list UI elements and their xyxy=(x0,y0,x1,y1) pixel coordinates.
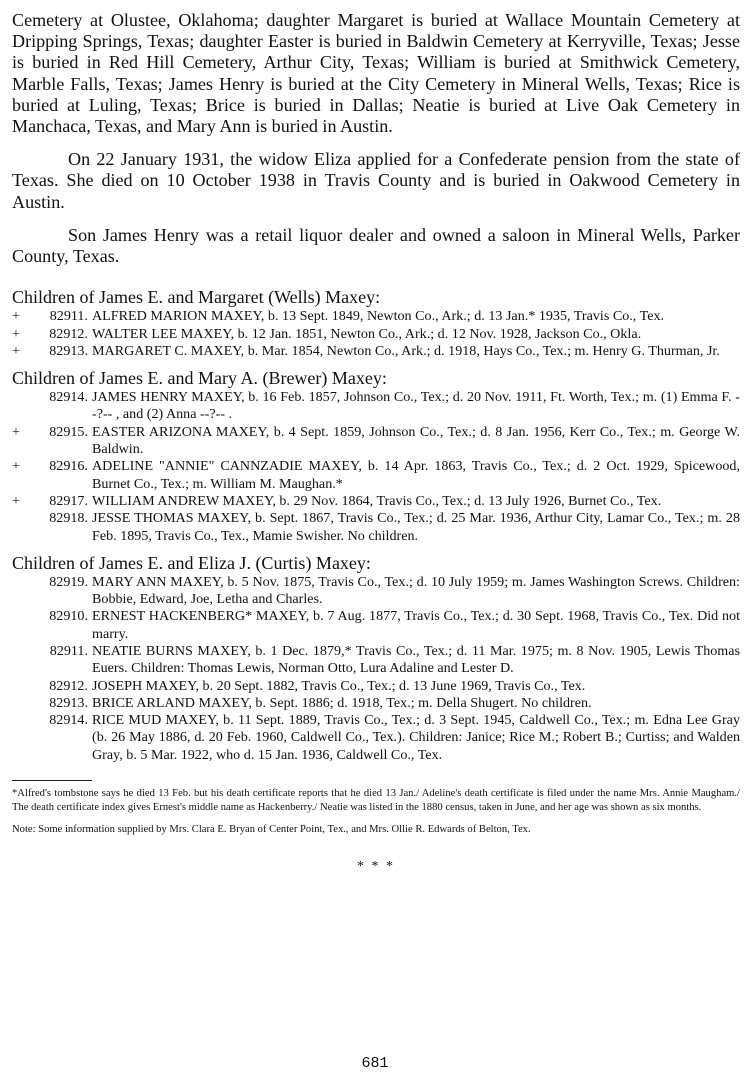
list-item xyxy=(12,574,740,609)
entry-text: ALFRED MARION MAXEY, b. 13 Sept. 1849, Newton Co., Ark.; d. 13 Jan.* 1935, Travis Co., Tex. xyxy=(92,308,665,325)
entry-number: 82914. xyxy=(49,712,88,729)
footnote-divider xyxy=(12,780,92,781)
list-item xyxy=(12,424,740,459)
list-item xyxy=(12,678,740,695)
plus-marker: + xyxy=(12,458,20,475)
plus-marker xyxy=(12,695,24,712)
list-item xyxy=(12,326,740,343)
page-body xyxy=(12,10,740,875)
list-item xyxy=(12,343,740,360)
group-heading: Children of James E. and Mary A. (Brewer) Maxey: xyxy=(12,368,387,389)
entry-number: 82917. xyxy=(49,492,88,509)
list-item xyxy=(12,308,740,325)
list-item xyxy=(12,510,740,545)
group-heading: Children of James E. and Eliza J. (Curtis) Maxey: xyxy=(12,552,371,573)
page-number: 681 xyxy=(361,1055,389,1072)
plus-marker xyxy=(12,643,24,678)
entry-text: BRICE ARLAND MAXEY, b. Sept. 1886; d. 1918, Tex.; m. Della Shugert. No children. xyxy=(92,694,592,711)
list-item xyxy=(12,493,740,510)
paragraph-pension: On 22 January 1931, the widow Eliza applied for a Confederate pension from the state of Texas. She died on 10 October 1938 in Travis County and is buried in Oakwood Cemetery in Austin. xyxy=(12,149,740,212)
footnote: *Alfred's tombstone says he died 13 Feb. but his death certificate reports that he died 13 Jan./ Adeline's death certificate is filed under the name Mrs. Annie Maugham./ The death certificate index gives Ernest's middle name as Hackenberry./ Neatie was listed in the 1880 census, taken in June, and her age was shown as six months. xyxy=(12,788,740,814)
entry-number: 82913. xyxy=(49,694,88,711)
entry-number: 82915. xyxy=(49,423,88,440)
entry-number: 82911. xyxy=(49,308,88,325)
entry-text: MARGARET C. MAXEY, b. Mar. 1854, Newton Co., Ark.; d. 1918, Hays Co., Tex.; m. Henry G. Thurman, Jr. xyxy=(92,342,720,359)
entry-number: 82913. xyxy=(49,342,88,359)
entry-number: 82919. xyxy=(49,573,88,590)
plus-marker xyxy=(12,574,24,609)
plus-marker xyxy=(12,678,24,695)
plus-marker: + xyxy=(12,342,20,359)
group-heading: Children of James E. and Margaret (Wells) Maxey: xyxy=(12,287,381,308)
entry-text: JAMES HENRY MAXEY, b. 16 Feb. 1857, Johnson Co., Tex.; d. 20 Nov. 1911, Ft. Worth, Tex.; m. (1) Emma F. --?-- , and (2) Anna --?-- . xyxy=(92,389,740,423)
entry-text: RICE MUD MAXEY, b. 11 Sept. 1889, Travis Co., Tex.; d. 3 Sept. 1945, Caldwell Co., Tex.; m. Edna Lee Gray (b. 26 May 1886, d. 20 Feb. 1960, Caldwell Co., Tex.). Children: Janice; Rice M.; Robert B.; Curtiss; and Walden Gray, b. 5 Mar. 1922, who d. 15 Jan. 1936, Caldwell Co., Tex. xyxy=(92,712,740,763)
entry-number: 82916. xyxy=(49,458,88,475)
entry-text: NEATIE BURNS MAXEY, b. 1 Dec. 1879,* Travis Co., Tex.; d. 11 Mar. 1975; m. 8 Nov. 1905, Lewis Thomas Euers. Children: Thomas Lewis, Norman Otto, Lura Adaline and Lester D. xyxy=(92,642,740,677)
entry-text: JOSEPH MAXEY, b. 20 Sept. 1882, Travis Co., Tex.; d. 13 June 1969, Travis Co., Tex. xyxy=(92,677,586,694)
children-group-curtis xyxy=(12,553,740,764)
plus-marker xyxy=(12,389,24,424)
entry-number: 82912. xyxy=(49,677,88,694)
plus-marker: + xyxy=(12,308,20,325)
plus-marker xyxy=(12,510,24,545)
list-item xyxy=(12,389,740,424)
list-item xyxy=(12,643,740,678)
list-item xyxy=(12,458,740,493)
entry-number: 82911. xyxy=(49,642,88,659)
plus-marker xyxy=(12,712,24,764)
entry-number: 82914. xyxy=(49,389,88,406)
entry-text: WALTER LEE MAXEY, b. 12 Jan. 1851, Newton Co., Ark.; d. 12 Nov. 1928, Jackson Co., Okla. xyxy=(92,325,642,342)
entry-number: 82910. xyxy=(49,608,88,625)
paragraph-saloon: Son James Henry was a retail liquor dealer and owned a saloon in Mineral Wells, Parker County, Texas. xyxy=(12,224,740,267)
entry-text: JESSE THOMAS MAXEY, b. Sept. 1867, Travis Co., Tex.; d. 25 Mar. 1936, Arthur City, Lamar Co., Tex.; m. 28 Feb. 1895, Travis Co., Tex., Mamie Swisher. No children. xyxy=(92,510,740,544)
entry-text: ERNEST HACKENBERG* MAXEY, b. 7 Aug. 1877, Travis Co., Tex.; d. 30 Sept. 1968, Travis Co., Tex. Did not marry. xyxy=(92,608,740,642)
children-group-brewer xyxy=(12,368,740,545)
entry-text: EASTER ARIZONA MAXEY, b. 4 Sept. 1859, Johnson Co., Tex.; d. 8 Jan. 1956, Kerr Co., Tex.; m. George W. Baldwin. xyxy=(92,423,740,458)
entry-text: ADELINE "ANNIE" CANNZADIE MAXEY, b. 14 Apr. 1863, Travis Co., Tex.; d. 2 Oct. 1929, Spicewood, Burnet Co., Tex.; m. William M. Maughan.* xyxy=(92,458,740,492)
entry-number: 82912. xyxy=(49,325,88,342)
entry-text: WILLIAM ANDREW MAXEY, b. 29 Nov. 1864, Travis Co., Tex.; d. 13 July 1926, Burnet Co., Tex. xyxy=(92,492,662,509)
plus-marker: + xyxy=(12,325,20,342)
list-item xyxy=(12,712,740,764)
section-separator: * * * xyxy=(357,859,395,875)
children-group-wells xyxy=(12,287,740,360)
list-item xyxy=(12,608,740,643)
source-note: Note: Some information supplied by Mrs. Clara E. Bryan of Center Point, Tex., and Mrs. Ollie R. Edwards of Belton, Tex. xyxy=(12,824,531,836)
plus-marker xyxy=(12,608,24,643)
plus-marker: + xyxy=(12,492,20,509)
entry-number: 82918. xyxy=(49,510,88,527)
entry-text: MARY ANN MAXEY, b. 5 Nov. 1875, Travis Co., Tex.; d. 10 July 1959; m. James Washington Screws. Children: Bobbie, Edward, Joe, Letha and Charles. xyxy=(92,573,740,608)
paragraph-burials: Cemetery at Olustee, Oklahoma; daughter Margaret is buried at Wallace Mountain Cemetery at Dripping Springs, Texas; daughter Easter is buried in Baldwin Cemetery at Kerryville, Texas; Jesse is buried in Red Hill Cemetery, Arthur City, Texas; William is buried at Smithwick Cemetery, Marble Falls, Texas; James Henry is buried at the City Cemetery in Mineral Wells, Texas; Rice is buried at Luling, Texas; Brice is buried in Dallas; Neatie is buried at Live Oak Cemetery in Manchaca, Texas, and Mary Ann is buried in Austin. xyxy=(12,10,740,137)
list-item xyxy=(12,695,740,712)
plus-marker: + xyxy=(12,423,20,440)
